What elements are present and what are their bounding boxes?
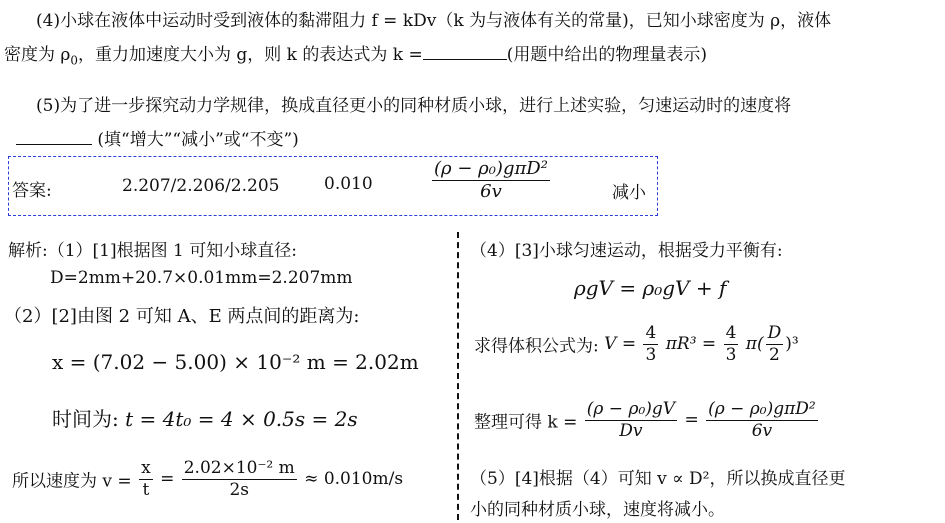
q5-line2 [16,125,299,150]
k-frac-1-num: (ρ − ρ₀)gV [586,399,676,419]
volume-pi: π( [745,334,764,355]
k-frac-2-den: 6v [751,420,773,441]
volume-frac-2-num: 4 [725,323,737,343]
analysis-right-line5: （5）[4]根据（4）可知 v ∝ D²，所以换成直径更 [470,469,846,489]
speed-frac-2 [182,459,297,499]
volume-v: V = [604,334,637,355]
q5-line1: (5)为了进一步探究动力学规律，换成直径更小的同种材质小球，进行上述实验，匀速运动时的速度将 [36,96,792,116]
q5-answer-blank [16,144,92,145]
answer-k-den: 6v [480,180,502,202]
speed-equals: = [160,469,175,490]
analysis-left-line4: x = (7.02 − 5.00) × 10⁻² m = 2.02m [52,350,419,374]
k-frac-2 [706,400,818,440]
volume-frac-1-den: 3 [645,344,657,365]
speed-frac-2-num: 2.02×10⁻² m [183,458,295,478]
analysis-left-line5 [52,403,358,432]
k-frac-1-den: Dv [619,420,643,441]
q4-line2-b: ，重力加速度大小为 g，则 k 的表达式为 k = [77,45,423,65]
volume-end: )³ [785,334,799,355]
time-label: 时间为: [52,407,119,431]
force-balance-equation: ρgV = ρ₀gV + f [574,276,727,300]
analysis-right-line4 [474,400,820,440]
speed-frac-1-num: x [141,458,151,478]
volume-frac-3-num: D [767,323,782,343]
k-frac-2-num: (ρ − ρ₀)gπD² [708,399,816,419]
analysis-right-line6: 小的同种材质小球，速度将减小。 [470,500,725,520]
q4-line1: (4)小球在液体中运动时受到液体的黏滞阻力 f = kDv（k 为与液体有关的常量)，已知小球密度为 ρ，液体 [36,11,832,31]
speed-frac-2-den: 2s [229,479,250,500]
column-divider [457,232,459,520]
speed-frac-1-den: t [142,479,150,500]
q5-line2-text: (填“增大”“减小”或“不变”) [97,130,299,150]
answer-diameter: 2.207/2.206/2.205 [122,176,280,196]
q4-line2-c: (用题中给出的物理量表示) [506,45,707,65]
time-equation: t = 4t₀ = 4 × 0.5s = 2s [125,407,358,431]
speed-result: ≈ 0.010m/s [304,469,404,490]
q4-line2: 密度为 $\rho_0$，重力加速度大小为 g，则 k 的表达式为 k = (用题中给出的物理量表示) [4,45,707,68]
answer-label: 答案: [12,181,52,201]
q4-answer-blank [423,59,507,60]
answer-change: 减小 [612,183,646,203]
speed-label: 所以速度为 v = [12,471,132,492]
k-label: 整理可得 k = [474,412,578,433]
answer-k-fraction [430,159,552,202]
k-frac-1 [585,400,677,440]
volume-frac-1-num: 4 [645,323,657,343]
volume-frac-1 [643,324,658,364]
volume-frac-3-den: 2 [769,344,780,365]
analysis-left-line1: 解析:（1）[1]根据图 1 可知小球直径: [8,241,297,261]
analysis-right-line1: （4）[3]小球匀速运动，根据受力平衡有: [470,241,783,261]
volume-frac-2-den: 3 [725,344,737,365]
q4-line2-a: 密度为 ρ [4,45,71,65]
analysis-right-line3 [474,324,799,364]
answer-speed: 0.010 [324,174,373,194]
volume-mid: πR³ = [665,334,717,355]
volume-frac-2 [724,324,739,364]
answer-k-num: (ρ − ρ₀)gπD² [434,158,548,179]
volume-label: 求得体积公式为: [474,336,599,357]
analysis-left-line6 [12,459,403,499]
analysis-left-line2: D=2mm+20.7×0.01mm=2.207mm [50,268,353,288]
k-equals: = [684,410,699,431]
speed-frac-1 [139,459,153,499]
volume-frac-3 [766,324,784,364]
analysis-left-line3: （2）[2]由图 2 可知 A、E 两点间的距离为: [4,306,360,327]
